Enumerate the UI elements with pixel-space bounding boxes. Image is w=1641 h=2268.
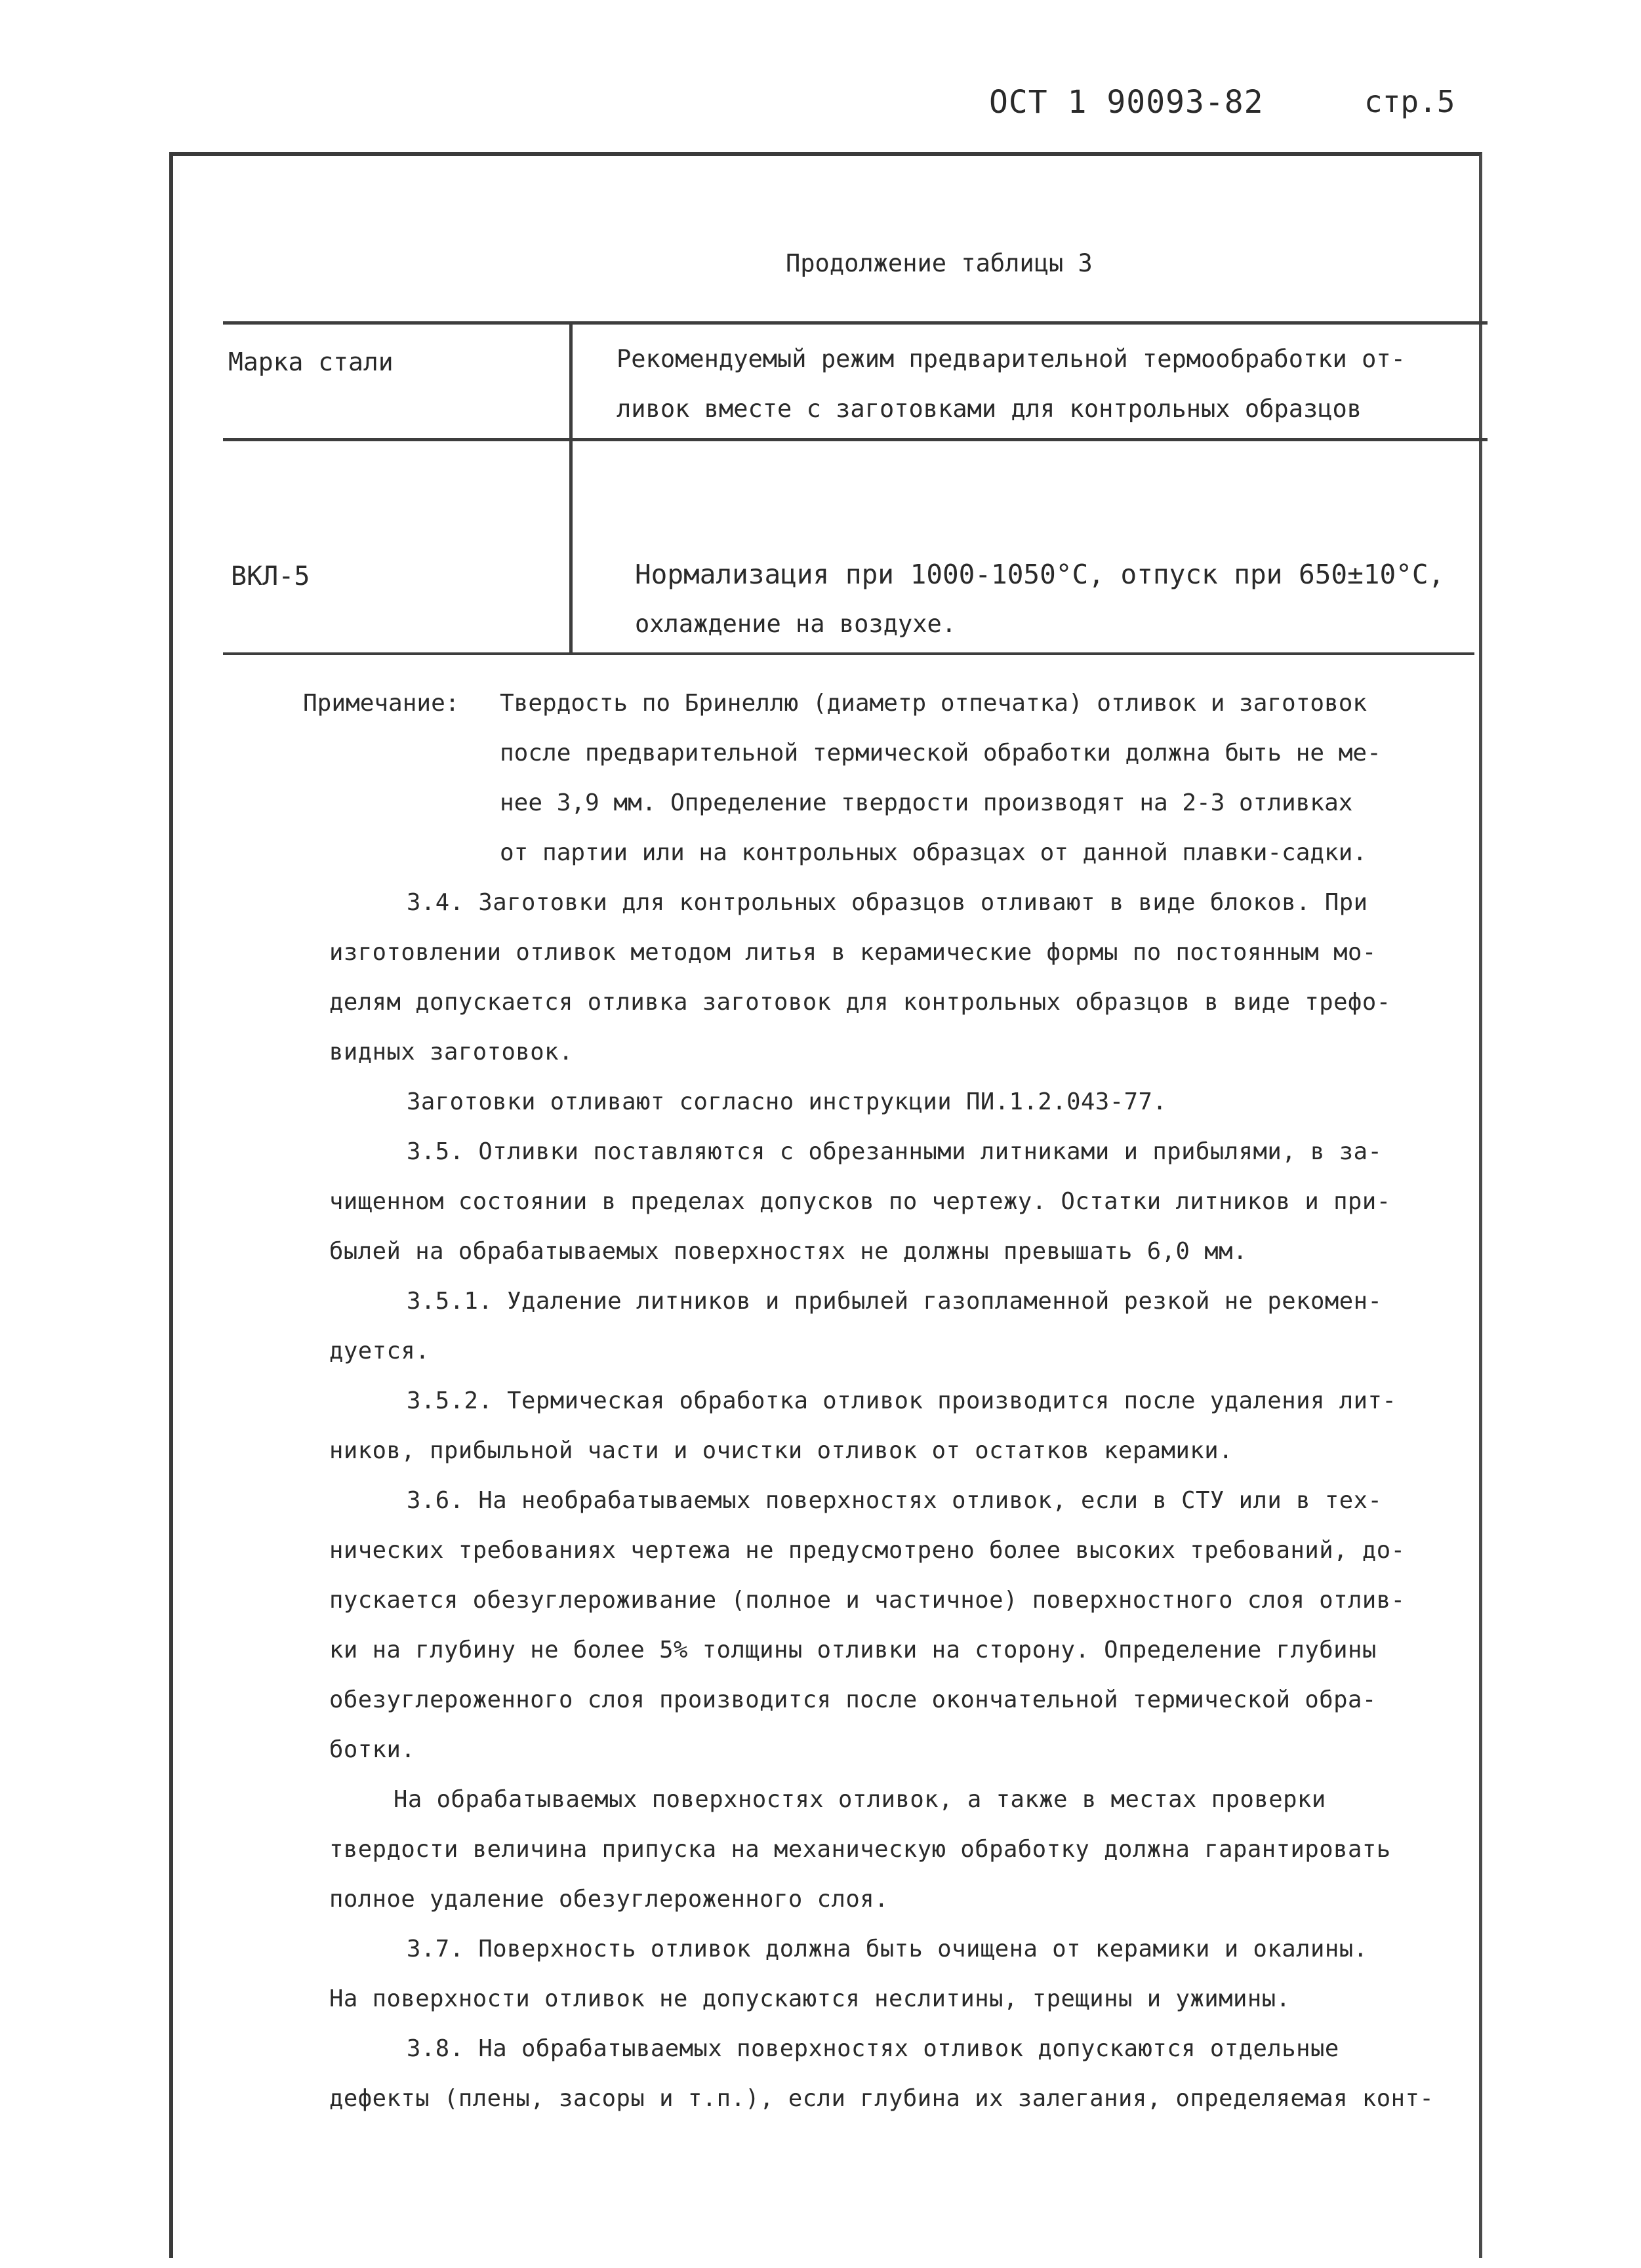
note-line: Твердость по Бринеллю (диаметр отпечатка) отливок и заготовок — [500, 690, 1368, 717]
paragraph-line: твердости величина припуска на механическую обработку должна гарантировать — [329, 1836, 1391, 1863]
paragraph-line: чищенном состоянии в пределах допусков по чертежу. Остатки литников и при- — [329, 1188, 1391, 1215]
paragraph-line: 3.8. На обрабатываемых поверхностях отливок допускаются отдельные — [407, 2035, 1339, 2062]
heat-treatment-mode-line-2: охлаждение на воздухе. — [635, 610, 957, 638]
note-line: нее 3,9 мм. Определение твердости производят на 2-3 отливках — [500, 789, 1353, 816]
column-header-mode-line-1: Рекомендуемый режим предварительной термообработки от- — [617, 345, 1406, 373]
paragraph-line: На обрабатываемых поверхностях отливок, а также в местах проверки — [394, 1786, 1326, 1813]
paragraph-line: дефекты (плены, засоры и т.п.), если глубина их залегания, определяемая конт- — [329, 2085, 1434, 2112]
paragraph-line: ботки. — [329, 1736, 416, 1763]
page-number: стр.5 — [1364, 84, 1455, 119]
paragraph-line: 3.6. На необрабатываемых поверхностях отливок, если в СТУ или в тех- — [407, 1487, 1383, 1514]
paragraph-line: делям допускается отливка заготовок для контрольных образцов в виде трефо- — [329, 989, 1391, 1016]
steel-grade-cell: ВКЛ-5 — [231, 561, 310, 591]
paragraph-line: 3.5.1. Удаление литников и прибылей газопламенной резкой не рекомен- — [407, 1288, 1383, 1315]
paragraph-line: видных заготовок. — [329, 1039, 573, 1065]
paragraph-line: изготовлении отливок методом литья в керамические формы по постоянным мо- — [329, 939, 1377, 966]
paragraph-line: обезуглероженного слоя производится после окончательной термической обра- — [329, 1686, 1377, 1713]
paragraph-line: полное удаление обезуглероженного слоя. — [329, 1886, 889, 1913]
paragraph-line: Заготовки отливают согласно инструкции ПИ.1.2.043-77. — [407, 1088, 1167, 1115]
heat-treatment-mode-line-1: Нормализация при 1000-1050°С, отпуск при 650±10°С, — [635, 559, 1445, 590]
paragraph-line: 3.5. Отливки поставляются с обрезанными литниками и прибылями, в за- — [407, 1138, 1383, 1165]
note-line: от партии или на контрольных образцах от данной плавки-садки. — [500, 839, 1368, 866]
paragraph-line: 3.5.2. Термическая обработка отливок производится после удаления лит- — [407, 1387, 1397, 1414]
paragraph-line: нических требованиях чертежа не предусмотрено более высоких требований, до- — [329, 1537, 1406, 1564]
column-header-grade: Марка стали — [228, 348, 394, 376]
paragraph-line: былей на обрабатываемых поверхностях не должны превышать 6,0 мм. — [329, 1238, 1247, 1265]
paragraph-line: На поверхности отливок не допускаются неслитины, трещины и ужимины. — [329, 1985, 1291, 2012]
paragraph-line: 3.7. Поверхность отливок должна быть очищена от керамики и окалины. — [407, 1936, 1368, 1962]
paragraph-line: 3.4. Заготовки для контрольных образцов отливают в виде блоков. При — [407, 889, 1368, 916]
note-line: после предварительной термической обработки должна быть не ме- — [500, 740, 1381, 766]
paragraph-line: дуется. — [329, 1338, 430, 1364]
table-title: Продолжение таблицы 3 — [786, 249, 1093, 277]
document-code: ОСТ 1 90093-82 — [989, 84, 1264, 121]
note-label: Примечание: — [303, 690, 460, 717]
paragraph-line: ки на глубину не более 5% толщины отливки на сторону. Определение глубины — [329, 1637, 1377, 1663]
paragraph-line: ников, прибыльной части и очистки отливок от остатков керамики. — [329, 1437, 1233, 1464]
column-header-mode-line-2: ливок вместе с заготовками для контрольных образцов — [617, 395, 1362, 423]
paragraph-line: пускается обезуглероживание (полное и частичное) поверхностного слоя отлив- — [329, 1587, 1406, 1614]
